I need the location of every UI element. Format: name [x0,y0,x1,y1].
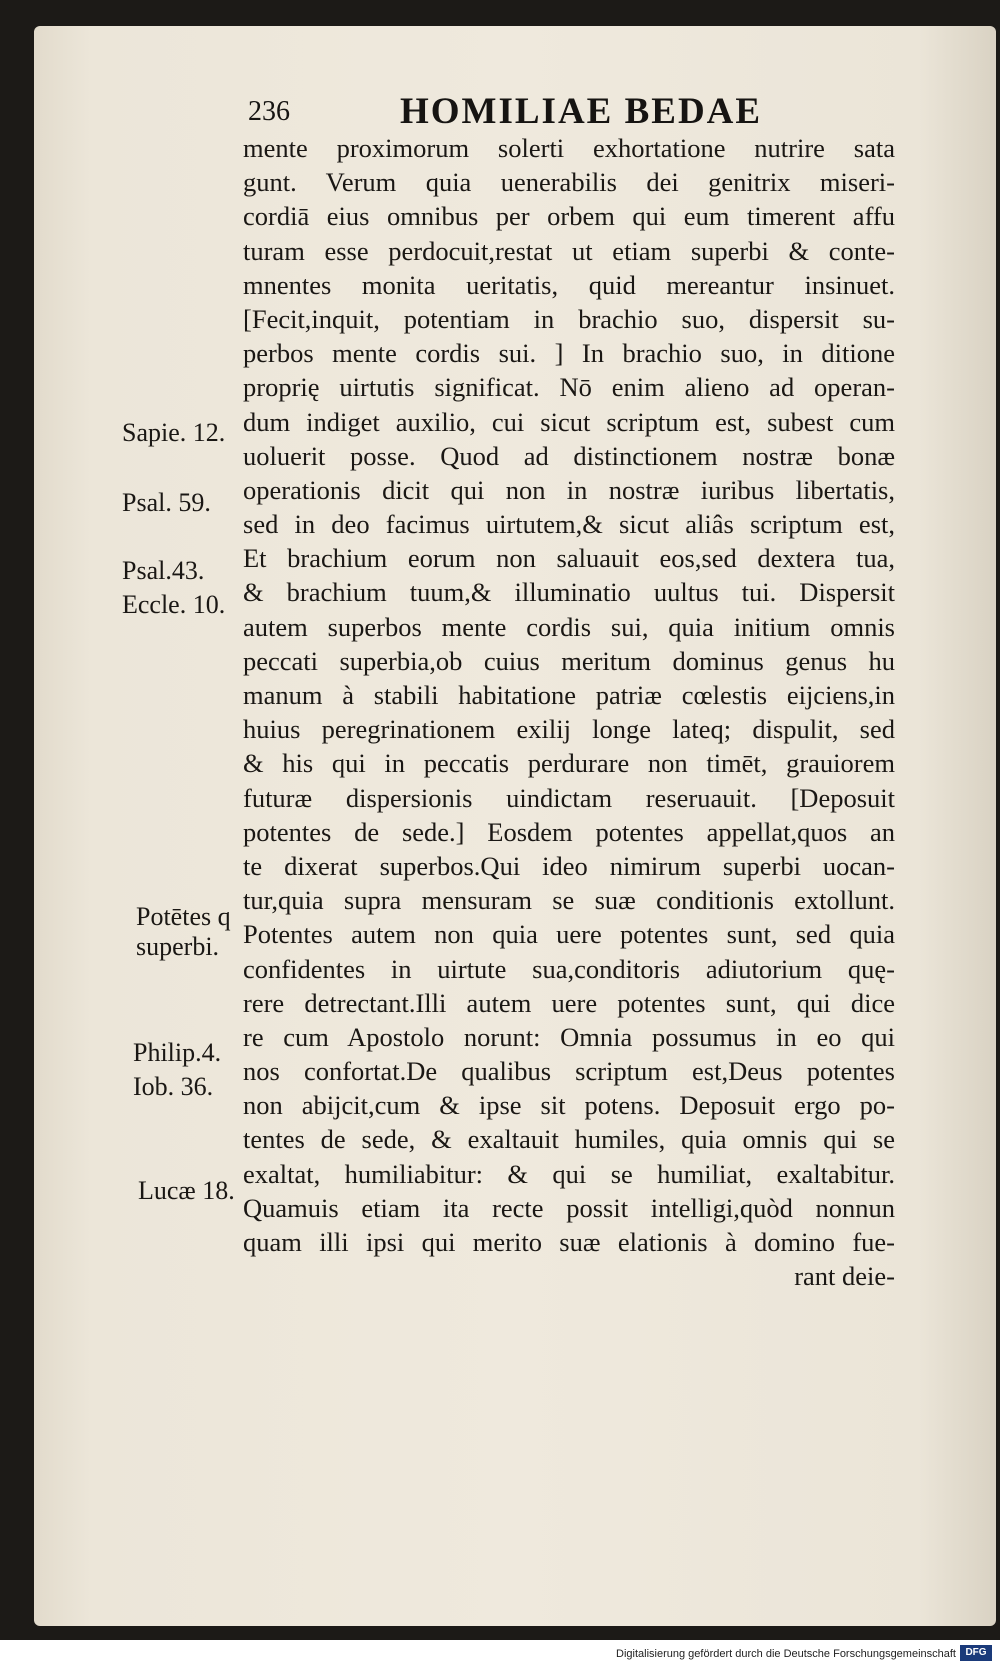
margin-note-psal43: Psal.43. [122,556,205,585]
margin-note-potentes [136,902,231,962]
text-line: te dixerat superbos.Qui ideo nimirum superbi uocan- [243,850,895,881]
text-line: operationis dicit qui non in nostræ iuribus libertatis, [243,474,895,505]
margin-note-lucae: Lucæ 18. [138,1176,235,1205]
text-line: perbos mente cordis sui. ] In brachio suo, in ditione [243,338,895,369]
page-number: 236 [248,96,290,127]
text-line: gunt. Verum quia uenerabilis dei genitrix miseri- [243,167,895,198]
text-line: Et brachium eorum non saluauit eos,sed dextera tua, [243,543,895,574]
text-line: uoluerit posse. Quod ad distinctionem nostræ bonæ [243,440,895,471]
text-line: re cum Apostolo norunt: Omnia possumus in eo qui [243,1021,895,1052]
running-title: HOMILIAE BEDAE [400,91,763,132]
text-line: sed in deo facimus uirtutem,& sicut aliâs scriptum est, [243,509,895,540]
text-line: & brachium tuum,& illuminatio uultus tui. Dispersit [243,577,895,608]
text-line: nos confortat.De qualibus scriptum est,Deus potentes [243,1056,895,1087]
text-line: mente proximorum solerti exhortatione nutrire sata [243,133,895,163]
main-text-block [243,131,895,1293]
text-line: potentes de sede.] Eosdem potentes appellat,quos an [243,816,895,847]
dfg-logo-icon: DFG [960,1645,992,1661]
margin-note-iob: Iob. 36. [133,1072,214,1101]
running-head [248,92,808,132]
text-line: exaltat, humiliabitur: & qui se humiliat, exaltabitur. [243,1158,895,1189]
text-line: Potentes autem non quia uere potentes sunt, sed quia [243,919,895,950]
text-line: turam esse perdocuit,restat ut etiam superbi & conte- [243,235,895,266]
margin-note-philip: Philip.4. [133,1038,222,1067]
text-line: rere detrectant.Illi autem uere potentes sunt, qui dice [243,987,895,1018]
text-line: non abijcit,cum & ipse sit potens. Deposuit ergo po- [243,1090,895,1121]
margin-note-eccle: Eccle. 10. [122,590,226,619]
text-line: cordiā eius omnibus per orbem qui eum timerent affu [243,201,895,232]
text-line: & his qui in peccatis perdurare non timēt, grauiorem [243,748,895,779]
text-line: quam illi ipsi qui merito suæ elationis à domino fue- [243,1227,895,1257]
text-line: [Fecit,inquit, potentiam in brachio suo, dispersit su- [243,303,895,334]
text-line: confidentes in uirtute sua,conditoris adiutorium quę- [243,953,895,984]
text-line: tentes de sede, & exaltauit humiles, quia omnis qui se [243,1124,895,1155]
text-line: autem superbos mente cordis sui, quia initium omnis [243,611,895,642]
catchword: rant deie- [794,1261,895,1292]
text-line: peccati superbia,ob cuius meritum dominus genus hu [243,645,895,676]
text-line: futuræ dispersionis uindictam reseruauit. [Deposuit [243,782,895,813]
text-line: dum indiget auxilio, cui sicut scriptum est, subest cum [243,406,895,437]
footer-bar [0,1640,1000,1668]
text-line: proprię uirtutis significat. Nō enim alieno ad operan- [243,372,895,403]
margin-note-potentes-line2: superbi. [136,932,220,961]
margin-note-sapie: Sapie. 12. [122,418,226,447]
text-line: manum à stabili habitatione patriæ cœlestis eijciens,in [243,680,895,710]
text-line: tur,quia supra mensuram se suæ conditionis extollunt. [243,885,895,916]
text-line: huius peregrinationem exilij longe lateq; dispulit, sed [243,714,895,745]
text-line: mnentes monita ueritatis, quid mereantur insinuet. [243,269,895,300]
margin-note-psal59: Psal. 59. [122,488,211,517]
margin-note-potentes-line1: Potētes q [136,902,231,931]
text-line: Quamuis etiam ita recte possit intelligi,quòd nonnun [243,1192,895,1223]
footer-credit: Digitalisierung gefördert durch die Deutsche Forschungsgemeinschaft [616,1648,956,1660]
